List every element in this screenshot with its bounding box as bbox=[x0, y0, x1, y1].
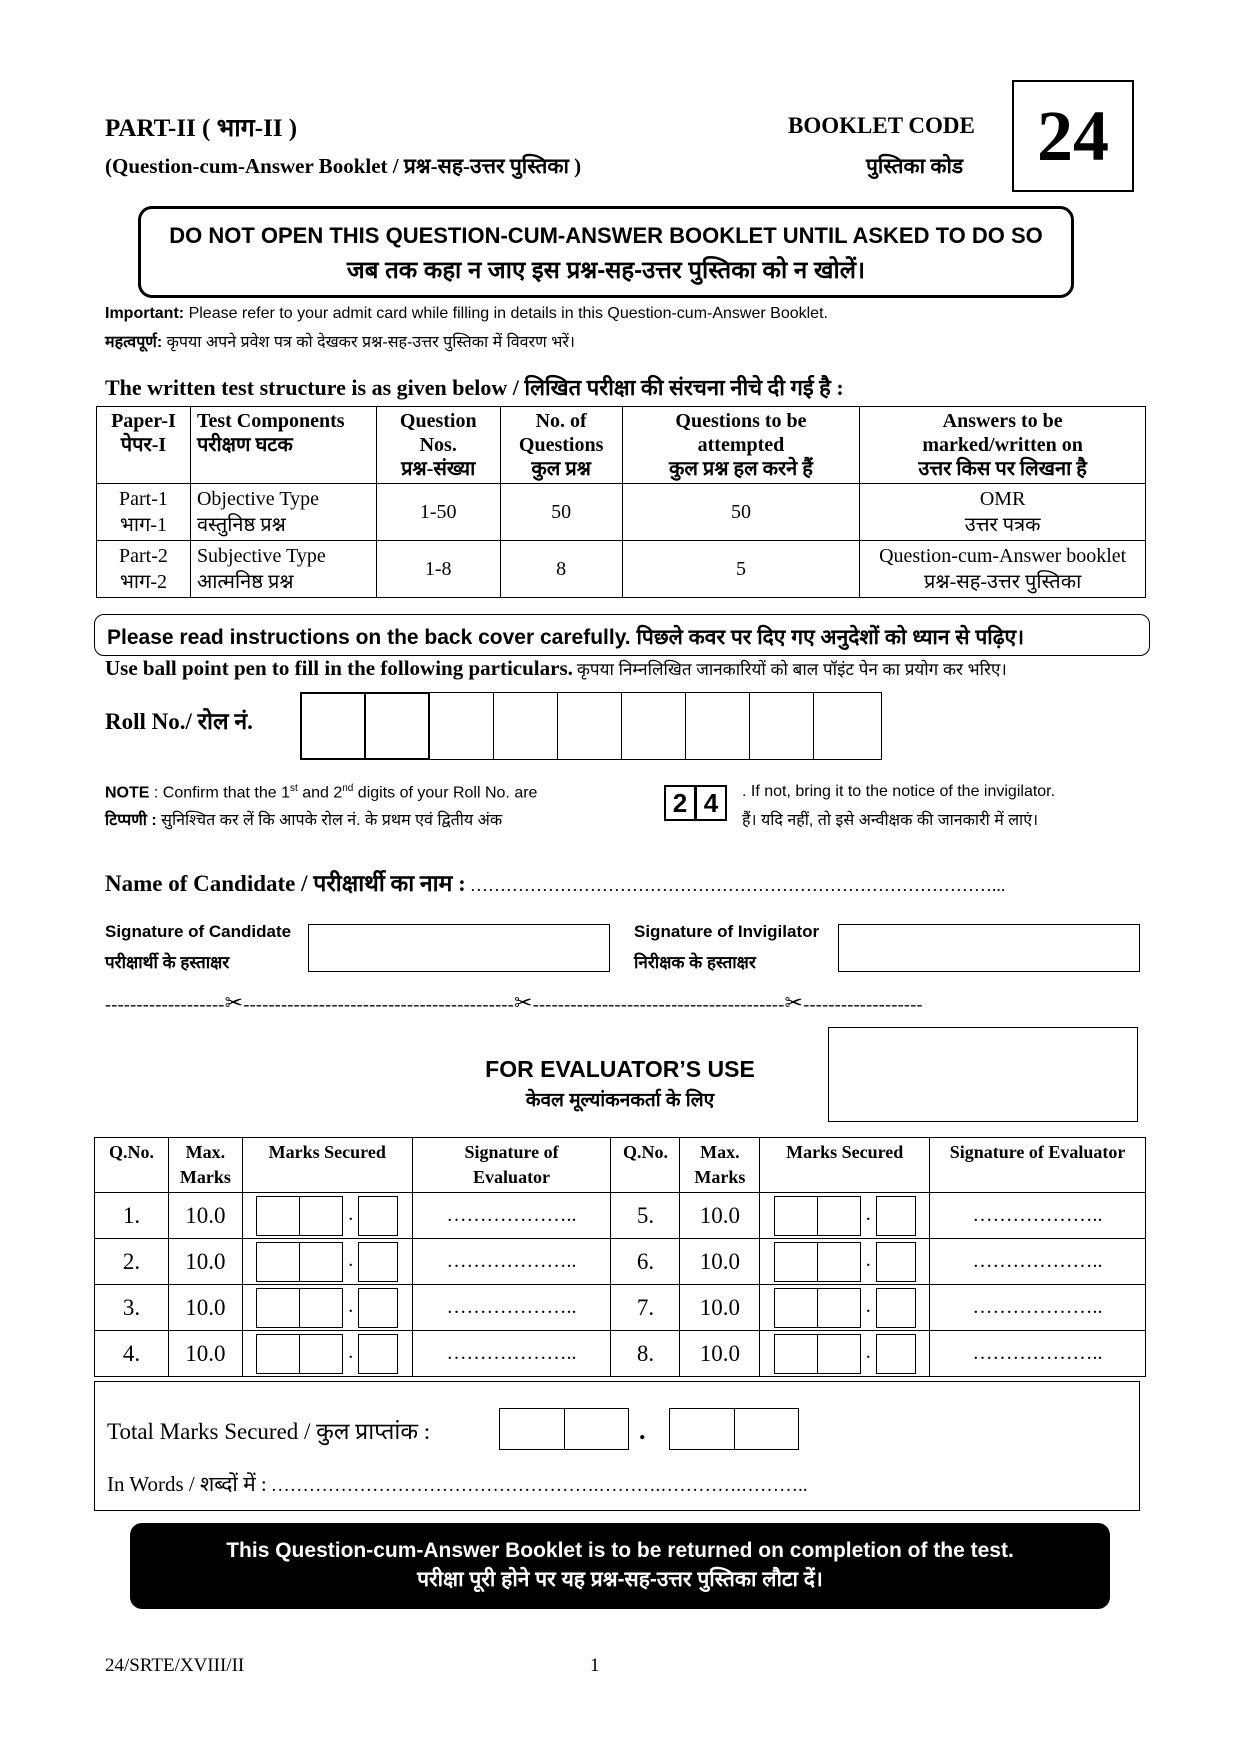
cut-dashes: ------------------- bbox=[803, 994, 923, 1014]
invigilator-signature-box[interactable] bbox=[838, 924, 1140, 972]
evaluation-row bbox=[95, 1193, 1146, 1239]
footer-code: 24/SRTE/XVIII/II bbox=[105, 1655, 245, 1676]
row-attempt: 50 bbox=[622, 484, 860, 541]
decimal-point: . bbox=[865, 1295, 871, 1318]
max-marks: 10.0 bbox=[168, 1239, 242, 1285]
marks-box[interactable] bbox=[299, 1288, 343, 1328]
max-marks: 10.0 bbox=[680, 1239, 760, 1285]
evaluator-signature-dots[interactable]: ……………….. bbox=[930, 1239, 1146, 1285]
col-components-hi: परीक्षण घटक bbox=[196, 434, 293, 456]
note-text-a: : Confirm that the 1 bbox=[153, 784, 290, 802]
hdr-qno: Q.No. bbox=[95, 1138, 169, 1193]
structure-row bbox=[97, 541, 1146, 598]
q-number: 4. bbox=[95, 1331, 169, 1377]
marks-box[interactable] bbox=[876, 1242, 916, 1282]
marks-box[interactable] bbox=[817, 1288, 861, 1328]
roll-no-label: Roll No./ रोल नं. bbox=[105, 709, 253, 734]
return-note-hi: परीक्षा पूरी होने पर यह प्रश्न-सह-उत्तर पुस्तिका लौटा दें। bbox=[417, 1568, 823, 1591]
candidate-name-line[interactable] bbox=[105, 866, 1005, 898]
hdr-sig-evaluator: Signature of Evaluator bbox=[930, 1138, 1146, 1193]
roll-no-boxes[interactable] bbox=[300, 692, 882, 760]
important-text: Please refer to your admit card while filling in details in this Question-cum-Answer Booklet. bbox=[188, 305, 828, 322]
total-marks-decimal-box[interactable] bbox=[669, 1408, 799, 1450]
decimal-point: . bbox=[348, 1249, 354, 1272]
max-marks: 10.0 bbox=[168, 1331, 242, 1377]
marks-box[interactable] bbox=[256, 1196, 300, 1236]
structure-header-row bbox=[97, 407, 1146, 484]
row-answer: Question-cum-Answer booklet bbox=[879, 545, 1127, 567]
col-qnos-hi: प्रश्न-संख्या bbox=[401, 458, 476, 480]
note-label: NOTE bbox=[105, 784, 150, 802]
structure-heading: The written test structure is as given below / लिखित परीक्षा की संरचना नीचे दी गई है : bbox=[105, 375, 844, 400]
decimal-point: . bbox=[865, 1341, 871, 1364]
max-marks: 10.0 bbox=[680, 1331, 760, 1377]
row-part: Part-1 bbox=[119, 488, 168, 510]
scissors-icon: ✂ bbox=[784, 990, 804, 1015]
confirm-digit-box: 4 bbox=[695, 785, 727, 821]
page-number: 1 bbox=[590, 1655, 600, 1676]
cut-dashes: ------------------- bbox=[105, 994, 225, 1014]
col-answer-hi: उत्तर किस पर लिखना है bbox=[918, 458, 1087, 480]
invigilator-signature-label: Signature of Invigilator bbox=[634, 922, 820, 941]
q-number: 3. bbox=[95, 1285, 169, 1331]
important-text-hi: कृपया अपने प्रवेश पत्र को देखकर प्रश्न-सह-उत्तर पुस्तिका में विवरण भरें। bbox=[166, 334, 575, 351]
ballpoint-text-en: Use ball point pen to fill in the following particulars. bbox=[105, 656, 573, 680]
q-number: 2. bbox=[95, 1239, 169, 1285]
evaluator-signature-dots[interactable]: ……………….. bbox=[412, 1331, 611, 1377]
note-line-hi bbox=[105, 808, 502, 830]
marks-box[interactable] bbox=[817, 1242, 861, 1282]
decimal-point: . bbox=[348, 1295, 354, 1318]
marks-box[interactable] bbox=[817, 1196, 861, 1236]
q-number: 7. bbox=[611, 1285, 680, 1331]
note-text-c: digits of your Roll No. are bbox=[353, 784, 538, 802]
hdr-marks: Marks bbox=[179, 1167, 231, 1187]
important-note bbox=[105, 305, 828, 323]
row-part-hi: भाग-1 bbox=[119, 514, 168, 536]
warning-text-en: DO NOT OPEN THIS QUESTION-CUM-ANSWER BOOKLET UNTIL ASKED TO DO SO bbox=[169, 223, 1043, 248]
booklet-subtitle: (Question-cum-Answer Booklet / प्रश्न-सह-उत्तर पुस्तिका ) bbox=[105, 154, 582, 178]
marks-box[interactable] bbox=[774, 1334, 818, 1374]
row-answer-hi: प्रश्न-सह-उत्तर पुस्तिका bbox=[924, 571, 1082, 593]
candidate-signature-label: Signature of Candidate bbox=[105, 922, 292, 941]
candidate-signature-label-hi: परीक्षार्थी के हस्ताक्षर bbox=[105, 953, 230, 972]
q-number: 5. bbox=[611, 1193, 680, 1239]
row-count: 8 bbox=[500, 541, 622, 598]
marks-box[interactable] bbox=[358, 1334, 398, 1374]
box-divider bbox=[734, 1409, 735, 1449]
col-attempt-hi: कुल प्रश्न हल करने हैं bbox=[669, 458, 813, 480]
roll-digit-box[interactable] bbox=[557, 692, 622, 760]
marks-box[interactable] bbox=[256, 1242, 300, 1282]
evaluation-row bbox=[95, 1285, 1146, 1331]
row-answer: OMR bbox=[979, 488, 1026, 510]
col-count-2: Questions bbox=[518, 434, 604, 456]
hdr-marks-secured: Marks Secured bbox=[242, 1138, 412, 1193]
in-words-label: In Words / शब्दों में : bbox=[107, 1472, 267, 1496]
confirm-digit-box: 2 bbox=[664, 785, 696, 821]
note-text-hi-a: सुनिश्चित कर लें कि आपके रोल नं. के प्रथम एवं द्वितीय अंक bbox=[161, 812, 503, 829]
in-words-dots: …………………………………………….……….………….……….. bbox=[270, 1475, 808, 1496]
row-count: 50 bbox=[500, 484, 622, 541]
evaluator-signature-dots[interactable]: ……………….. bbox=[930, 1285, 1146, 1331]
booklet-code: 24 bbox=[1012, 80, 1134, 192]
marks-box[interactable] bbox=[876, 1196, 916, 1236]
booklet-code-label: BOOKLET CODE bbox=[788, 113, 975, 138]
note-line-en bbox=[105, 783, 537, 802]
row-qnos: 1-8 bbox=[376, 541, 500, 598]
decimal-point: . bbox=[348, 1341, 354, 1364]
note-text-hi-b: हैं। यदि नहीं, तो इसे अन्वीक्षक की जानकारी में लाएं। bbox=[742, 812, 1039, 829]
marks-box[interactable] bbox=[774, 1288, 818, 1328]
roll-digit-box[interactable] bbox=[300, 692, 366, 760]
note-sup2: nd bbox=[342, 783, 354, 794]
roll-digit-box[interactable] bbox=[428, 692, 494, 760]
candidate-name-label: Name of Candidate / परीक्षार्थी का नाम : bbox=[105, 871, 466, 896]
evaluator-heading: FOR EVALUATOR’S USE bbox=[485, 1056, 755, 1082]
marks-box[interactable] bbox=[876, 1334, 916, 1374]
max-marks: 10.0 bbox=[680, 1285, 760, 1331]
marks-box[interactable] bbox=[299, 1242, 343, 1282]
row-type: Objective Type bbox=[196, 488, 320, 510]
hdr-marks-secured: Marks Secured bbox=[760, 1138, 930, 1193]
col-count-hi: कुल प्रश्न bbox=[531, 458, 591, 480]
evaluation-row bbox=[95, 1331, 1146, 1377]
evaluator-stamp-box[interactable] bbox=[828, 1027, 1138, 1122]
box-divider bbox=[564, 1409, 565, 1449]
row-type-hi: आत्मनिष्ठ प्रश्न bbox=[196, 571, 294, 593]
read-instructions-box bbox=[94, 614, 1150, 656]
structure-row bbox=[97, 484, 1146, 541]
note-label-hi: टिप्पणी : bbox=[105, 812, 157, 829]
row-answer-hi: उत्तर पत्रक bbox=[964, 514, 1041, 536]
do-not-open-warning bbox=[138, 206, 1074, 298]
hdr-sig: Signature of bbox=[464, 1142, 559, 1162]
row-attempt: 5 bbox=[622, 541, 860, 598]
col-attempt: Questions to be bbox=[675, 410, 807, 432]
note-text-b: and 2 bbox=[297, 784, 343, 802]
q-number: 6. bbox=[611, 1239, 680, 1285]
hdr-max: Max. bbox=[185, 1142, 226, 1162]
important-note-hi bbox=[105, 330, 575, 352]
return-note-en: This Question-cum-Answer Booklet is to be returned on completion of the test. bbox=[226, 1539, 1014, 1562]
evaluator-signature-dots[interactable]: ……………….. bbox=[930, 1193, 1146, 1239]
ballpoint-note bbox=[105, 656, 1007, 681]
hdr-marks: Marks bbox=[694, 1167, 746, 1187]
part-title: PART-II ( भाग-II ) bbox=[105, 115, 298, 142]
decimal-point: . bbox=[348, 1203, 354, 1226]
roll-digit-box[interactable] bbox=[749, 692, 814, 760]
evaluation-table bbox=[94, 1137, 1146, 1377]
col-answer: Answers to be bbox=[942, 410, 1063, 432]
row-type-hi: वस्तुनिष्ठ प्रश्न bbox=[196, 514, 286, 536]
hdr-max: Max. bbox=[700, 1142, 740, 1162]
max-marks: 10.0 bbox=[168, 1193, 242, 1239]
evaluation-row bbox=[95, 1239, 1146, 1285]
cut-dashes: ------------------------------------------- bbox=[243, 994, 514, 1014]
warning-text-hi: जब तक कहा न जाए इस प्रश्न-सह-उत्तर पुस्तिका को न खोलें। bbox=[346, 257, 866, 284]
note-text-d: . If not, bring it to the notice of the invigilator. bbox=[742, 783, 1056, 800]
roll-digit-box[interactable] bbox=[493, 692, 558, 760]
marks-box[interactable] bbox=[256, 1334, 300, 1374]
ballpoint-text-hi: कृपया निम्नलिखित जानकारियों को बाल पॉइंट पेन का प्रयोग कर भरिए। bbox=[576, 660, 1007, 679]
evaluator-signature-dots[interactable]: ……………….. bbox=[412, 1193, 611, 1239]
scissors-icon: ✂ bbox=[224, 990, 244, 1015]
in-words-line[interactable] bbox=[107, 1470, 808, 1498]
scissors-icon: ✂ bbox=[513, 990, 533, 1015]
max-marks: 10.0 bbox=[680, 1193, 760, 1239]
row-type: Subjective Type bbox=[196, 545, 326, 567]
candidate-signature-box[interactable] bbox=[308, 924, 610, 972]
evaluator-signature-dots[interactable]: ……………….. bbox=[930, 1331, 1146, 1377]
evaluator-signature-dots[interactable]: ……………….. bbox=[412, 1285, 611, 1331]
col-components: Test Components bbox=[196, 410, 345, 432]
cut-dashes: ---------------------------------------- bbox=[532, 994, 785, 1014]
marks-box[interactable] bbox=[817, 1334, 861, 1374]
invigilator-signature-label-hi: निरीक्षक के हस्ताक्षर bbox=[634, 953, 756, 972]
evaluation-header-row bbox=[95, 1138, 1146, 1193]
marks-box[interactable] bbox=[774, 1242, 818, 1282]
q-number: 8. bbox=[611, 1331, 680, 1377]
col-paper: Paper-I bbox=[111, 410, 176, 432]
marks-box[interactable] bbox=[358, 1242, 398, 1282]
important-label-hi: महत्वपूर्ण: bbox=[105, 334, 163, 351]
marks-box[interactable] bbox=[299, 1196, 343, 1236]
evaluator-signature-dots[interactable]: ……………….. bbox=[412, 1239, 611, 1285]
q-number: 1. bbox=[95, 1193, 169, 1239]
row-part-hi: भाग-2 bbox=[119, 571, 168, 593]
evaluator-heading-hi: केवल मूल्यांकनकर्ता के लिए bbox=[525, 1090, 715, 1111]
test-structure-table bbox=[96, 406, 1146, 598]
marks-box[interactable] bbox=[358, 1196, 398, 1236]
decimal-point: . bbox=[865, 1249, 871, 1272]
roll-digit-box[interactable] bbox=[685, 692, 750, 760]
col-answer-2: marked/written on bbox=[922, 434, 1083, 456]
return-booklet-note bbox=[130, 1523, 1110, 1609]
important-label: Important: bbox=[105, 305, 185, 322]
row-part: Part-2 bbox=[119, 545, 168, 567]
hdr-qno: Q.No. bbox=[611, 1138, 680, 1193]
candidate-name-dots: ……………………………………………………………………………... bbox=[469, 875, 1006, 895]
read-instructions-text: Please read instructions on the back cover carefully. पिछले कवर पर दिए गए अनुदेशों को ध्यान से पढ़िए। bbox=[107, 626, 1025, 649]
total-marks-label: Total Marks Secured / कुल प्राप्तांक : bbox=[107, 1419, 431, 1444]
total-marks-box bbox=[94, 1381, 1140, 1511]
cut-line bbox=[105, 990, 923, 1016]
col-qnos-2: Nos. bbox=[419, 434, 457, 456]
marks-box[interactable] bbox=[876, 1288, 916, 1328]
roll-digit-box[interactable] bbox=[621, 692, 686, 760]
col-count: No. of bbox=[535, 410, 587, 432]
roll-digit-box[interactable] bbox=[364, 692, 430, 760]
col-attempt-2: attempted bbox=[697, 434, 785, 456]
marks-box[interactable] bbox=[774, 1196, 818, 1236]
booklet-code-label-hi: पुस्तिका कोड bbox=[866, 154, 964, 178]
hdr-evaluator: Evaluator bbox=[473, 1167, 551, 1187]
row-qnos: 1-50 bbox=[376, 484, 500, 541]
marks-box[interactable] bbox=[358, 1288, 398, 1328]
col-qnos: Question bbox=[399, 410, 477, 432]
total-decimal-point: . bbox=[639, 1416, 646, 1445]
max-marks: 10.0 bbox=[168, 1285, 242, 1331]
decimal-point: . bbox=[865, 1203, 871, 1226]
roll-digit-box[interactable] bbox=[813, 692, 882, 760]
marks-box[interactable] bbox=[256, 1288, 300, 1328]
col-paper-hi: पेपर-I bbox=[120, 434, 167, 456]
marks-box[interactable] bbox=[299, 1334, 343, 1374]
note-sup1: st bbox=[289, 783, 298, 794]
total-marks-integer-box[interactable] bbox=[499, 1408, 629, 1450]
